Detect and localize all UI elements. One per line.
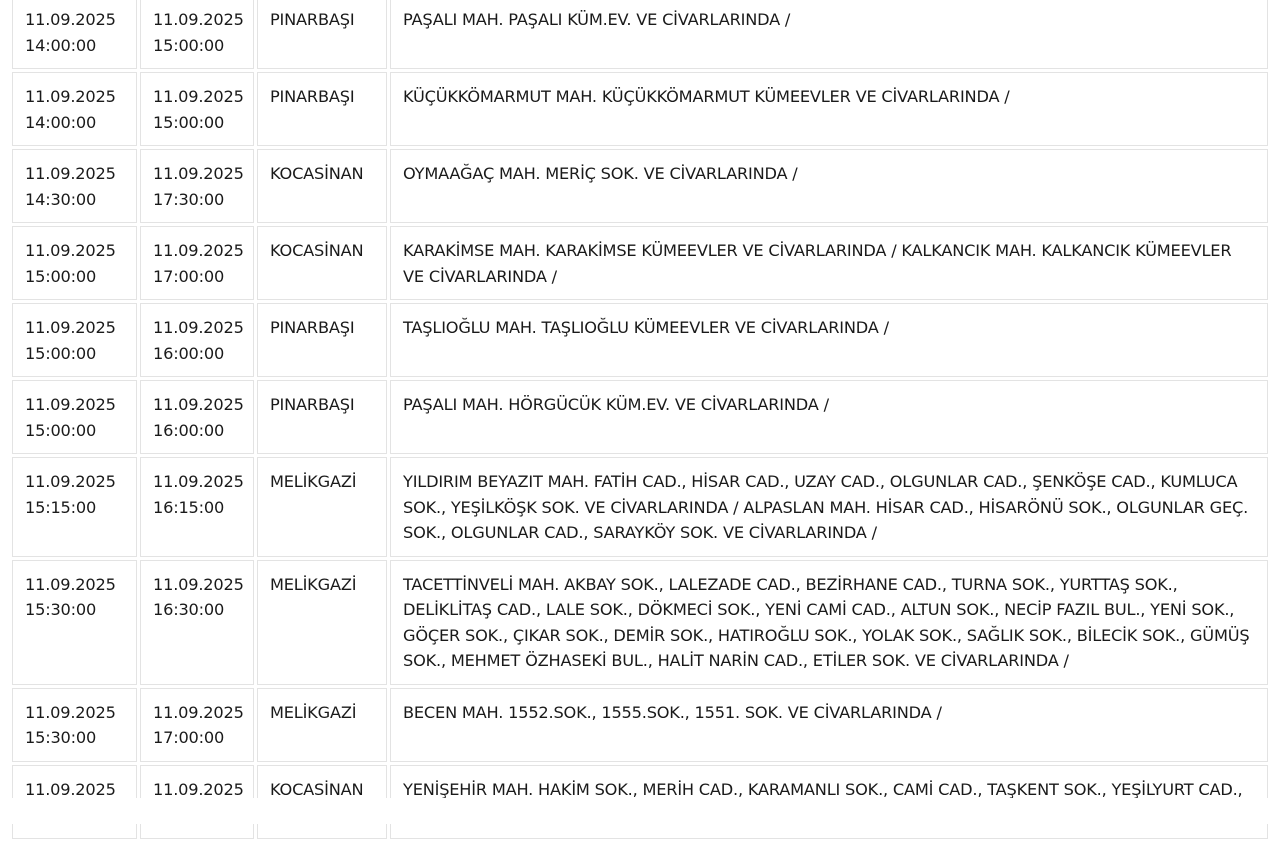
start-time: 15:00:00 [25,343,97,363]
end-date: 11.09.2025 [153,395,244,414]
end-date: 11.09.2025 [153,164,244,183]
address-cell: PAŞALI MAH. HÖRGÜCÜK KÜM.EV. VE CİVARLARINDA / [390,380,1268,454]
start-cell [12,457,137,557]
end-date: 11.09.2025 [153,87,244,106]
address-cell: YILDIRIM BEYAZIT MAH. FATİH CAD., HİSAR CAD., UZAY CAD., OLGUNLAR CAD., ŞENKÖŞE CAD., KUMLUCA SOK., YEŞİLKÖŞK SOK. VE CİVARLARINDA / ALPASLAN MAH. HİSAR CAD., HİSARÖNÜ SOK., OLGUNLAR GEÇ. SOK., OLGUNLAR CAD., SARAYKÖY SOK. VE CİVARLARINDA / [390,457,1268,557]
start-date: 11.09.2025 [25,574,116,594]
end-date: 11.09.2025 [153,472,244,491]
end-time: 16:00:00 [153,420,225,440]
table-row [12,688,1268,762]
district-cell: PINARBAŞI [257,303,387,377]
district-cell: KOCASİNAN [257,765,387,839]
district-cell: KOCASİNAN [257,149,387,223]
end-date: 11.09.2025 [153,779,244,799]
district-cell: MELİKGAZİ [257,688,387,762]
table-row [12,457,1268,557]
start-cell [12,72,137,146]
start-cell [12,0,137,69]
address-cell: PAŞALI MAH. PAŞALI KÜM.EV. VE CİVARLARINDA / [390,0,1268,69]
end-cell [140,380,254,454]
address-cell: TACETTİNVELİ MAH. AKBAY SOK., LALEZADE CAD., BEZİRHANE CAD., TURNA SOK., YURTTAŞ SOK., DELİKLİTAŞ CAD., LALE SOK., DÖKMECİ SOK., YENİ CAMİ CAD., ALTUN SOK., NECİP FAZIL BUL., YENİ SOK., GÖÇER SOK., ÇIKAR SOK., DEMİR SOK., HATIROĞLU SOK., YOLAK SOK., SAĞLIK SOK., BİLECİK SOK., GÜMÜŞ SOK., MEHMET ÖZHASEKİ BUL., HALİT NARİN CAD., ETİLER SOK. VE CİVARLARINDA / [390,560,1268,685]
end-cell [140,226,254,300]
end-time: 15:00:00 [153,112,225,132]
end-time: 16:15:00 [153,497,225,517]
district-cell: MELİKGAZİ [257,560,387,685]
table-row [12,0,1268,69]
end-date: 11.09.2025 [153,241,244,260]
address-cell: OYMAAĞAÇ MAH. MERİÇ SOK. VE CİVARLARINDA / [390,149,1268,223]
end-cell [140,72,254,146]
start-cell [12,226,137,300]
end-cell [140,149,254,223]
end-time: 16:30:00 [153,600,225,619]
table-row [12,226,1268,300]
outage-table-body [12,0,1268,839]
end-date: 11.09.2025 [153,10,244,29]
start-time: 15:30:00 [25,600,97,619]
start-time: 15:30:00 [25,728,97,747]
address-cell: BECEN MAH. 1552.SOK., 1555.SOK., 1551. SOK. VE CİVARLARINDA / [390,688,1268,762]
district-cell: MELİKGAZİ [257,457,387,557]
start-date: 11.09.2025 [25,318,116,337]
table-row [12,560,1268,685]
district-cell: PINARBAŞI [257,0,387,69]
start-date: 11.09.2025 [25,472,116,491]
start-date: 11.09.2025 [25,87,116,106]
table-row [12,149,1268,223]
start-date: 11.09.2025 [25,779,116,799]
district-cell: KOCASİNAN [257,226,387,300]
end-cell [140,0,254,69]
start-time: 14:00:00 [25,35,97,55]
end-cell [140,457,254,557]
address-cell: YENİŞEHİR MAH. HAKİM SOK., MERİH CAD., KARAMANLI SOK., CAMİ CAD., TAŞKENT SOK., YEŞİLYURT CAD., [390,765,1268,839]
table-row [12,72,1268,146]
district-cell: PINARBAŞI [257,72,387,146]
start-date: 11.09.2025 [25,241,116,260]
end-date: 11.09.2025 [153,318,244,337]
start-cell [12,560,137,685]
start-cell [12,380,137,454]
address-cell: KARAKİMSE MAH. KARAKİMSE KÜMEEVLER VE CİVARLARINDA / KALKANCIK MAH. KALKANCIK KÜMEEVLER VE CİVARLARINDA / [390,226,1268,300]
address-cell: KÜÇÜKKÖMARMUT MAH. KÜÇÜKKÖMARMUT KÜMEEVLER VE CİVARLARINDA / [390,72,1268,146]
end-time: 17:00:00 [153,266,225,286]
start-time: 15:15:00 [25,497,97,517]
end-time: 17:30:00 [153,189,225,209]
address-cell: TAŞLIOĞLU MAH. TAŞLIOĞLU KÜMEEVLER VE CİVARLARINDA / [390,303,1268,377]
table-row [12,303,1268,377]
start-cell [12,149,137,223]
start-time: 15:00:00 [25,420,97,440]
start-date: 11.09.2025 [25,164,116,183]
end-cell [140,688,254,762]
start-cell [12,688,137,762]
end-cell [140,560,254,685]
outage-table [9,0,1271,842]
start-date: 11.09.2025 [25,702,116,722]
end-date: 11.09.2025 [153,574,244,594]
end-cell [140,303,254,377]
start-time: 14:00:00 [25,112,97,132]
start-time: 14:30:00 [25,189,97,209]
start-date: 11.09.2025 [25,395,116,414]
start-time: 15:00:00 [25,266,97,286]
end-time: 16:00:00 [153,343,225,363]
end-time: 17:00:00 [153,728,225,747]
start-date: 11.09.2025 [25,10,116,29]
table-row [12,380,1268,454]
end-date: 11.09.2025 [153,702,244,722]
district-cell: PINARBAŞI [257,380,387,454]
bottom-margin [0,798,1280,824]
end-time: 15:00:00 [153,35,225,55]
start-cell [12,303,137,377]
